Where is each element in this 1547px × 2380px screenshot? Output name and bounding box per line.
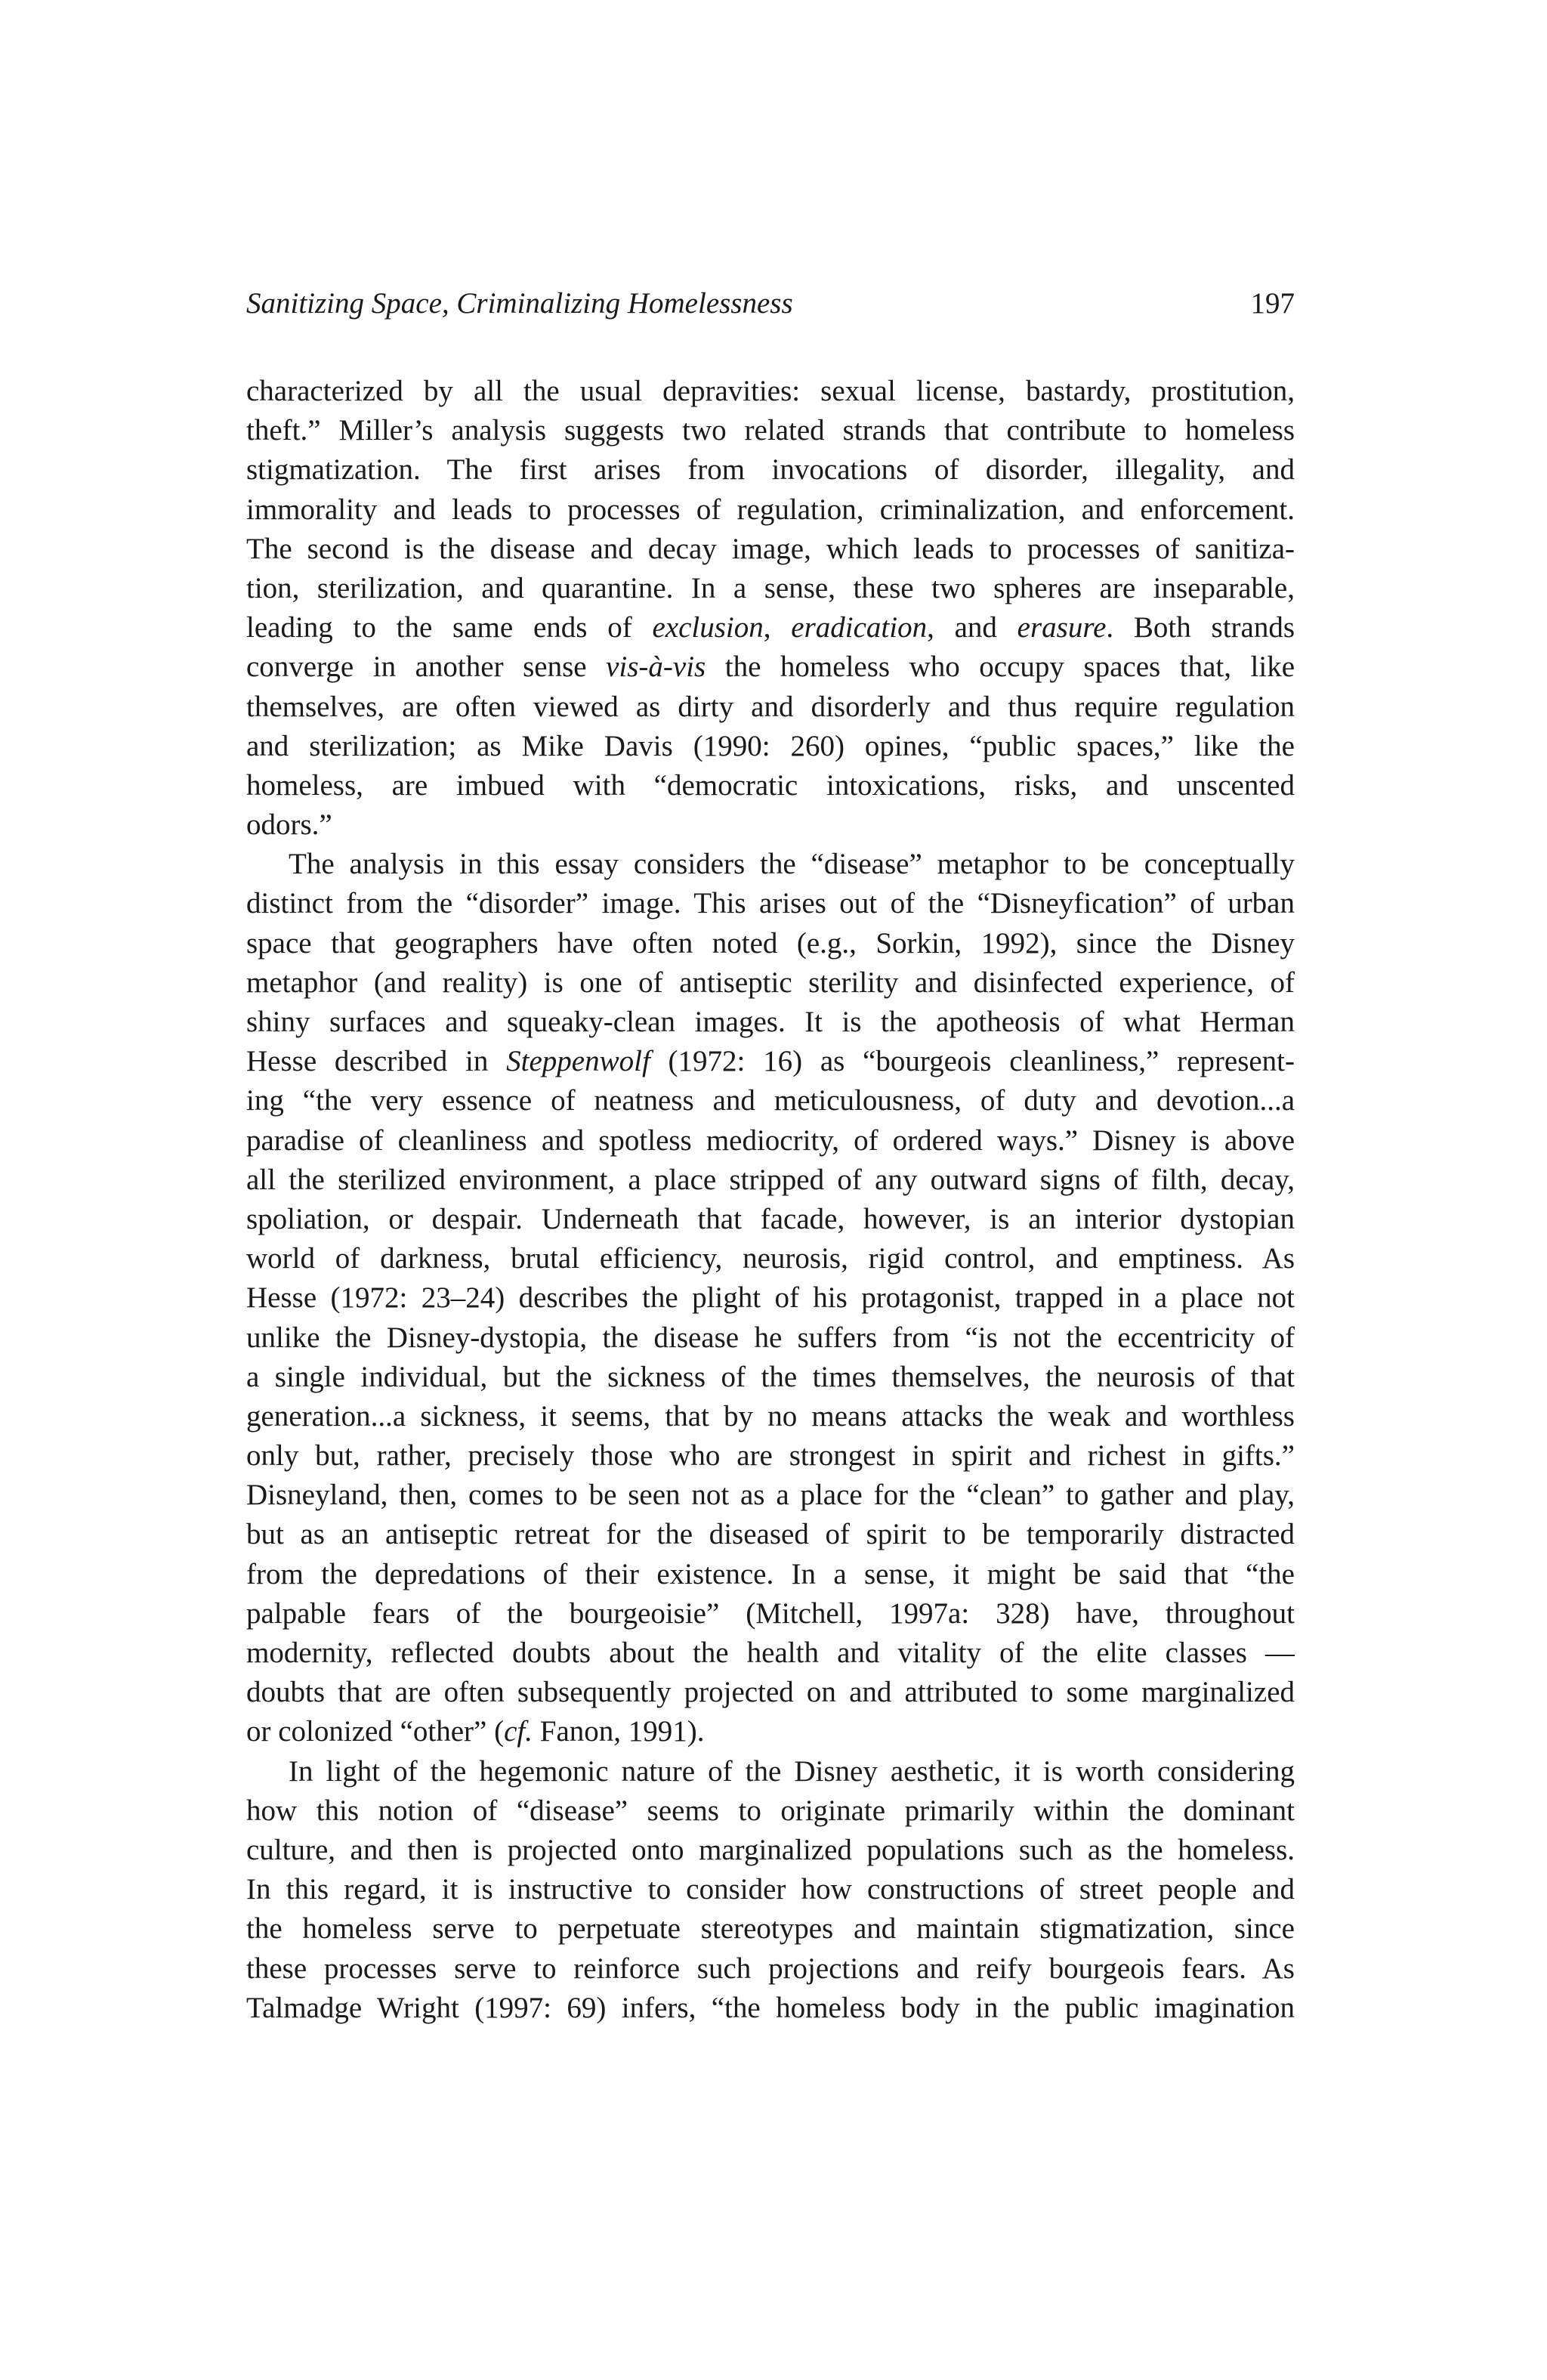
text-segment: distinct from the “disorder” image. This arises out of the “Disneyfication” of urban	[246, 887, 1295, 920]
italic-text: Steppenwolf	[506, 1045, 650, 1078]
text-segment: ,	[763, 611, 792, 644]
text-segment: Talmadge Wright (1997: 69) infers, “the homeless body in the public imagination	[246, 1991, 1295, 2024]
text-segment: only but, rather, precisely those who are strongest in spirit and richest in gifts.”	[246, 1439, 1295, 1473]
running-head	[246, 281, 1295, 326]
text-line	[246, 608, 1295, 648]
text-line	[246, 1200, 1295, 1239]
italic-text: erasure	[1017, 611, 1107, 644]
text-segment: world of darkness, brutal efficiency, neurosis, rigid control, and emptiness. As	[246, 1242, 1295, 1275]
text-segment: . Both strands	[1106, 611, 1295, 644]
text-segment: these processes serve to reinforce such projections and reify bourgeois fears. As	[246, 1952, 1295, 1985]
text-line	[246, 372, 1295, 411]
text-segment: a single individual, but the sickness of the times themselves, the neurosis of that	[246, 1360, 1295, 1393]
text-line	[246, 884, 1295, 923]
text-segment: Fanon, 1991).	[533, 1715, 705, 1748]
text-line	[246, 1870, 1295, 1909]
text-line	[246, 1476, 1295, 1515]
text-segment: spoliation, or despair. Underneath that facade, however, is an interior dystopian	[246, 1202, 1295, 1235]
text-line	[246, 1791, 1295, 1831]
text-line	[246, 924, 1295, 963]
text-line	[246, 1555, 1295, 1594]
text-line	[246, 845, 1295, 884]
text-segment: generation...a sickness, it seems, that by no means attacks the weak and worthless	[246, 1399, 1295, 1433]
text-line	[246, 805, 1295, 845]
text-segment: , and	[927, 611, 1017, 644]
text-segment: how this notion of “disease” seems to originate primarily within the dominant	[246, 1794, 1295, 1827]
text-segment: from the depredations of their existence. In a sense, it might be said that “the	[246, 1557, 1295, 1590]
text-line	[246, 648, 1295, 687]
text-line	[246, 1081, 1295, 1120]
text-line	[246, 1949, 1295, 1989]
text-line	[246, 1752, 1295, 1791]
text-segment: but as an antiseptic retreat for the diseased of spirit to be temporarily distracted	[246, 1518, 1295, 1551]
text-line	[246, 766, 1295, 805]
text-line	[246, 1042, 1295, 1081]
text-segment: In this regard, it is instructive to consider how constructions of street people and	[246, 1873, 1295, 1906]
text-segment: metaphor (and reality) is one of antiseptic sterility and disinfected experience, of	[246, 966, 1295, 999]
text-line	[246, 1358, 1295, 1397]
text-segment: culture, and then is projected onto marginalized populations such as the homeless.	[246, 1833, 1295, 1866]
text-line	[246, 1239, 1295, 1278]
text-line	[246, 1673, 1295, 1712]
text-line	[246, 1712, 1295, 1751]
text-segment: stigmatization. The first arises from invocations of disorder, illegality, and	[246, 453, 1295, 487]
text-line	[246, 1397, 1295, 1436]
text-line	[246, 1909, 1295, 1949]
text-segment: Disneyland, then, comes to be seen not as a place for the “clean” to gather and play,	[246, 1479, 1295, 1512]
text-line	[246, 1515, 1295, 1554]
text-line	[246, 530, 1295, 569]
italic-text: exclusion	[652, 611, 764, 644]
text-segment: odors.”	[246, 808, 332, 842]
running-title: Sanitizing Space, Criminalizing Homelessness	[246, 287, 793, 320]
text-line	[246, 1989, 1295, 2028]
text-segment: In light of the hegemonic nature of the Disney aesthetic, it is worth considering	[289, 1754, 1295, 1788]
page-number: 197	[1250, 287, 1295, 320]
text-line	[246, 411, 1295, 450]
text-segment: leading to the same ends of	[246, 611, 653, 644]
text-line	[246, 1161, 1295, 1200]
text-segment: the homeless serve to perpetuate stereotypes and maintain stigmatization, since	[246, 1912, 1295, 1946]
text-segment: palpable fears of the bourgeoisie” (Mitchell, 1997a: 328) have, throughout	[246, 1596, 1295, 1630]
text-line	[246, 688, 1295, 727]
text-line	[246, 1003, 1295, 1042]
text-segment: converge in another sense	[246, 651, 607, 684]
italic-text: vis-à-vis	[606, 651, 706, 684]
text-segment: or colonized “other” (	[246, 1715, 505, 1748]
italic-text: eradication	[791, 611, 928, 644]
text-segment: shiny surfaces and squeaky-clean images. It is the apotheosis of what Herman	[246, 1006, 1295, 1038]
text-segment: Hesse described in	[246, 1045, 507, 1078]
text-segment: and sterilization; as Mike Davis (1990: 260) opines, “public spaces,” like the	[246, 729, 1295, 762]
text-segment: (1972: 16) as “bourgeois cleanliness,” represent-	[650, 1045, 1295, 1078]
body-text	[246, 372, 1295, 2028]
text-line	[246, 490, 1295, 530]
text-line	[246, 1634, 1295, 1673]
text-segment: the homeless who occupy spaces that, like	[706, 651, 1295, 684]
text-line	[246, 1436, 1295, 1476]
text-segment: The analysis in this essay considers the “disease” metaphor to be conceptually	[289, 848, 1295, 881]
text-segment: tion, sterilization, and quarantine. In a sense, these two spheres are inseparable,	[246, 571, 1295, 604]
italic-text: cf.	[504, 1715, 533, 1748]
text-segment: doubts that are often subsequently projected on and attributed to some marginalized	[246, 1676, 1295, 1709]
text-line	[246, 1594, 1295, 1634]
text-segment: ing “the very essence of neatness and meticulousness, of duty and devotion...a	[246, 1084, 1295, 1117]
text-segment: Hesse (1972: 23–24) describes the plight of his protagonist, trapped in a place not	[246, 1281, 1295, 1315]
text-segment: The second is the disease and decay image, which leads to processes of sanitiza-	[246, 532, 1295, 565]
text-segment: unlike the Disney-dystopia, the disease he suffers from “is not the eccentricity of	[246, 1321, 1295, 1354]
text-line	[246, 1831, 1295, 1870]
text-segment: homeless, are imbued with “democratic intoxications, risks, and unscented	[246, 768, 1295, 802]
text-segment: space that geographers have often noted (e.g., Sorkin, 1992), since the Disney	[246, 926, 1295, 960]
text-line	[246, 727, 1295, 766]
text-line	[246, 569, 1295, 608]
text-segment: characterized by all the usual depravities: sexual license, bastardy, prostitution,	[246, 375, 1295, 407]
text-line	[246, 963, 1295, 1003]
text-segment: theft.” Miller’s analysis suggests two related strands that contribute to homeless	[246, 414, 1295, 447]
text-segment: themselves, are often viewed as dirty and disorderly and thus require regulation	[246, 690, 1295, 723]
text-line	[246, 1318, 1295, 1358]
text-line	[246, 450, 1295, 490]
text-segment: all the sterilized environment, a place stripped of any outward signs of filth, decay,	[246, 1163, 1295, 1196]
text-line	[246, 1121, 1295, 1161]
text-segment: paradise of cleanliness and spotless mediocrity, of ordered ways.” Disney is above	[246, 1124, 1295, 1157]
text-line	[246, 1278, 1295, 1318]
text-segment: immorality and leads to processes of regulation, criminalization, and enforcement.	[246, 493, 1295, 526]
text-segment: modernity, reflected doubts about the health and vitality of the elite classes —	[246, 1637, 1295, 1669]
